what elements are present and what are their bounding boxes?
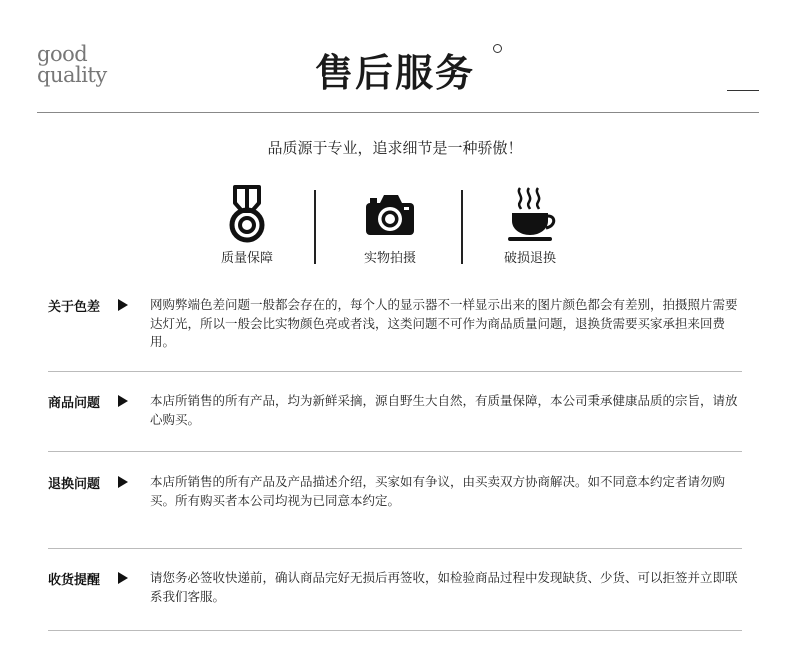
section-divider [48, 548, 742, 549]
section-title: 退换问题 [48, 477, 101, 492]
feature-label: 破损退换 [503, 251, 556, 266]
section-divider [48, 371, 742, 372]
logo-line-2: quality [37, 63, 107, 87]
feature-quality [202, 185, 292, 266]
medal-icon [225, 185, 269, 245]
triangle-arrow-icon [118, 299, 128, 311]
triangle-arrow-icon [118, 476, 128, 488]
section-divider [48, 630, 742, 631]
feature-return [485, 185, 575, 266]
header-divider [37, 112, 759, 113]
section-title: 商品问题 [48, 396, 101, 411]
section-text: 本店所销售的所有产品，均为新鲜采摘，源自野生大自然，有质量保障，本公司秉承健康品质的宗旨，请放心购买。 [150, 393, 738, 427]
feature-photo [345, 185, 435, 266]
logo-line-1: good [37, 42, 88, 66]
slogan: 品质源于专业，追求细节是一种骄傲！ [267, 139, 523, 157]
section-text: 网购弊端色差问题一般都会存在的，每个人的显示器不一样显示出来的图片颜色都会有差别，拍摄照片需要达灯光，所以一般会比实物颜色亮或者浅，这类问题不可作为商品质量问题，退换货需要买家承担来回费用。 [150, 297, 738, 349]
feature-separator [314, 190, 316, 264]
triangle-arrow-icon [118, 572, 128, 584]
header-short-divider [727, 90, 759, 91]
feature-label: 质量保障 [220, 251, 273, 266]
coffee-cup-icon [500, 185, 560, 245]
feature-label: 实物拍摄 [363, 251, 416, 266]
decorative-circle [493, 44, 502, 53]
triangle-arrow-icon [118, 395, 128, 407]
section-text: 请您务必签收快递前，确认商品完好无损后再签收，如检验商品过程中发现缺货、少货、可以拒签并立即联系我们客服。 [150, 570, 738, 604]
section-text: 本店所销售的所有产品及产品描述介绍，买家如有争议，由买卖双方协商解决。如不同意本约定者请勿购买。所有购买者本公司均视为已同意本约定。 [150, 474, 726, 508]
feature-separator [461, 190, 463, 264]
section-divider [48, 451, 742, 452]
section-title: 关于色差 [48, 300, 101, 315]
section-title: 收货提醒 [48, 573, 101, 588]
page-title: 售后服务 [314, 50, 475, 95]
camera-icon [362, 185, 418, 245]
